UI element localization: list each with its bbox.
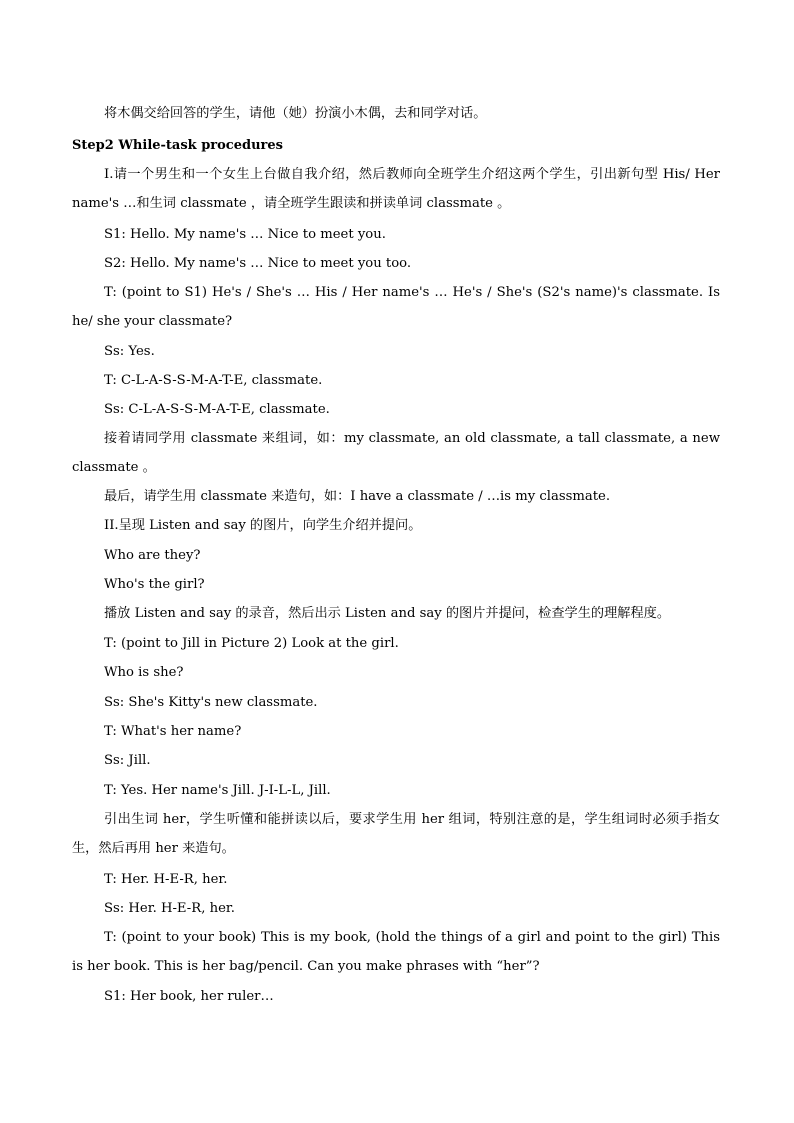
text-line: 最后，请学生用 classmate 来造句，如：I have a classmate / …is my classmate.: [104, 489, 611, 504]
dialogue-line: T: C-L-A-S-S-M-A-T-E, classmate.: [104, 373, 323, 388]
paragraph-text: 接着请同学用 classmate 来组词，如：my classmate, an old classmate, a tall classmate, a new classmate 。: [72, 431, 720, 475]
paragraph-text: 引出生词 her，学生听懂和能拼读以后，要求学生用 her 组词，特别注意的是，学生组词时必须手指女生，然后再用 her 来造句。: [72, 812, 720, 856]
paragraph: [72, 160, 720, 218]
paragraph-text: I.请一个男生和一个女生上台做自我介绍，然后教师向全班学生介绍这两个学生，引出新句型 His/ Her name's …和生词 classmate ，请全班学生跟读和拼读单词 classmate 。: [72, 167, 720, 211]
question-line: Who are they?: [104, 548, 201, 563]
dialogue-line: Ss: C-L-A-S-S-M-A-T-E, classmate.: [104, 402, 330, 417]
dialogue-line: Ss: Jill.: [104, 753, 151, 768]
paragraph: [72, 424, 720, 482]
dialogue-line: T: Her. H-E-R, her.: [104, 872, 228, 887]
dialogue-line: Who is she?: [104, 665, 184, 680]
question-line: Who's the girl?: [104, 577, 205, 592]
dialogue-line: S1: Hello. My name's … Nice to meet you.: [104, 227, 386, 242]
paragraph: [72, 278, 720, 336]
text-line: II.呈现 Listen and say 的图片，向学生介绍并提问。: [104, 518, 422, 533]
text-line: 将木偶交给回答的学生，请他（她）扮演小木偶，去和同学对话。: [104, 106, 487, 121]
dialogue-line: Ss: Yes.: [104, 344, 155, 359]
paragraph: [72, 805, 720, 863]
dialogue-line: S1: Her book, her ruler…: [104, 989, 274, 1004]
dialogue-line: Ss: She's Kitty's new classmate.: [104, 695, 318, 710]
dialogue-line: S2: Hello. My name's … Nice to meet you too.: [104, 256, 412, 271]
dialogue-line: T: (point to Jill in Picture 2) Look at the girl.: [104, 636, 399, 651]
dialogue-line: Ss: Her. H-E-R, her.: [104, 901, 235, 916]
dialogue-line: T: What's her name?: [104, 724, 242, 739]
paragraph-text: T: (point to S1) He's / She's … His / Her name's … He's / She's (S2's name)'s classmate. Is he/ she your classmate?: [72, 285, 720, 329]
paragraph-text: T: (point to your book) This is my book, (hold the things of a girl and point to the girl) This is her book. This is her bag/pencil. Can you make phrases with “her”?: [72, 930, 720, 974]
text-line: 播放 Listen and say 的录音，然后出示 Listen and say 的图片并提问，检查学生的理解程度。: [104, 606, 671, 621]
dialogue-line: T: Yes. Her name's Jill. J-I-L-L, Jill.: [104, 783, 331, 798]
section-heading: Step2 While-task procedures: [72, 138, 283, 153]
paragraph: [72, 923, 720, 981]
